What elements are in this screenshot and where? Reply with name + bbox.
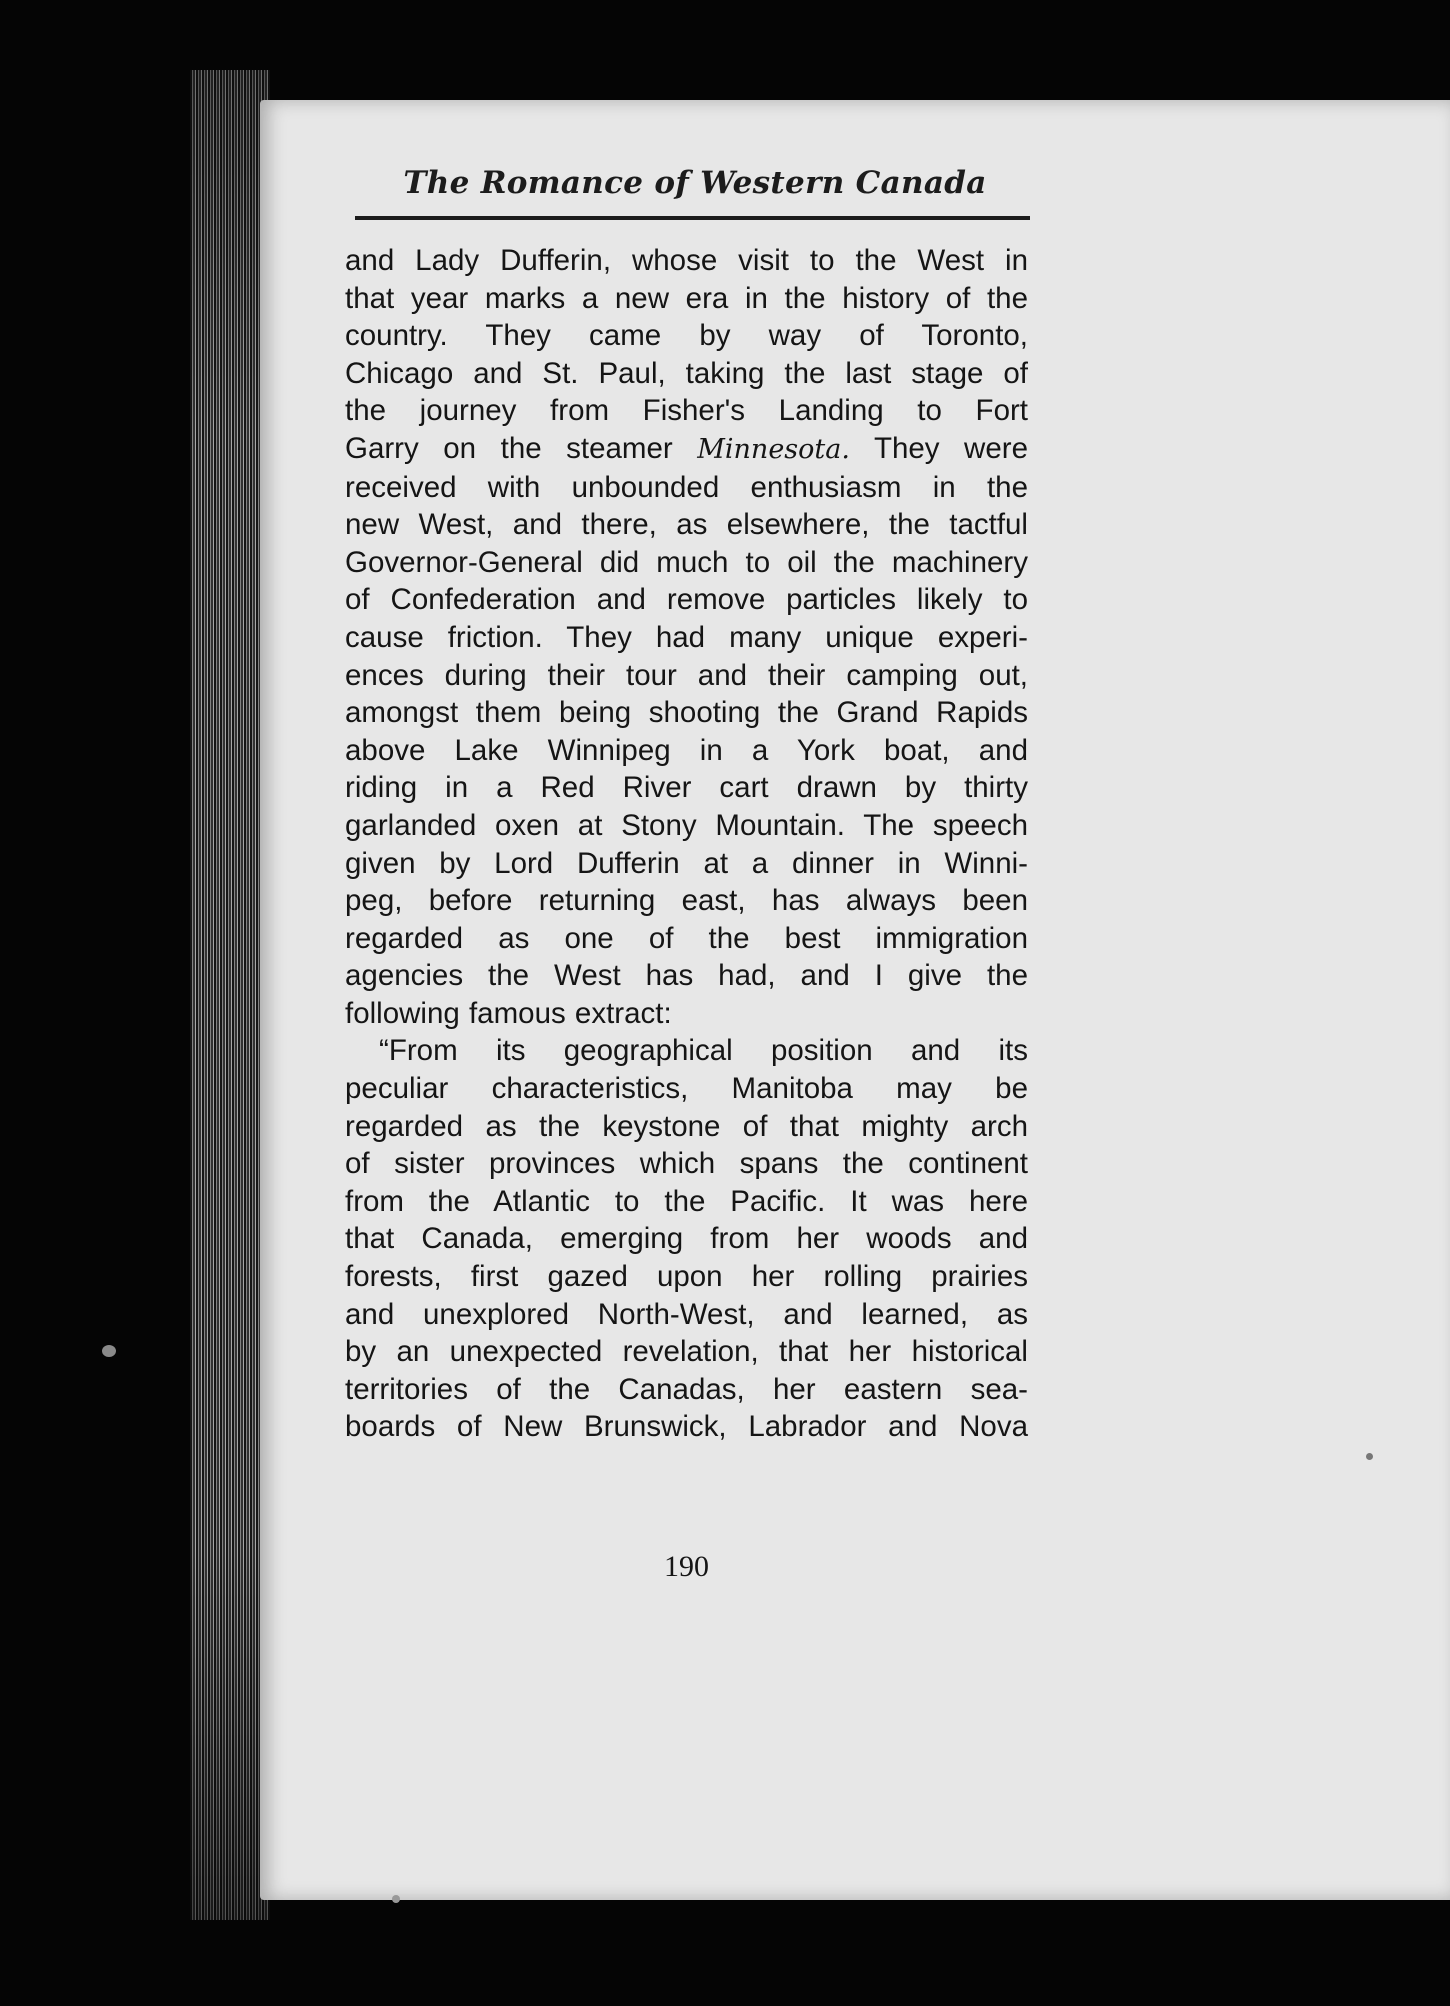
text-line: that year marks a new era in the history of the bbox=[345, 281, 1028, 315]
text-line: peculiar characteristics, Manitoba may be bbox=[345, 1072, 1028, 1106]
scan-speck bbox=[1366, 1453, 1373, 1460]
text-line: “From its geographical position and its bbox=[379, 1034, 1028, 1068]
text-line: Chicago and St. Paul, taking the last stage of bbox=[345, 356, 1028, 390]
text-line: riding in a Red River cart drawn by thirty bbox=[345, 771, 1028, 805]
running-head: The Romance of Western Canada bbox=[403, 165, 987, 201]
text-line: boards of New Brunswick, Labrador and Nova bbox=[345, 1410, 1028, 1444]
text-line: the journey from Fisher's Landing to Fort bbox=[345, 394, 1028, 428]
text-line: from the Atlantic to the Pacific. It was here bbox=[345, 1184, 1028, 1218]
text-line: given by Lord Dufferin at a dinner in Winni- bbox=[345, 846, 1028, 880]
text-line: of sister provinces which spans the continent bbox=[345, 1147, 1028, 1181]
text-line bbox=[345, 430, 1028, 469]
text-line: and Lady Dufferin, whose visit to the West in bbox=[345, 244, 1028, 277]
text-segment: Garry on the steamer bbox=[345, 431, 698, 465]
body-text bbox=[345, 242, 1028, 1446]
text-segment: They were bbox=[849, 431, 1029, 465]
text-line: new West, and there, as elsewhere, the tactful bbox=[345, 508, 1028, 542]
text-line: territories of the Canadas, her eastern sea- bbox=[345, 1372, 1028, 1406]
text-line: country. They came by way of Toronto, bbox=[345, 319, 1028, 353]
text-line: received with unbounded enthusiasm in the bbox=[345, 470, 1028, 504]
text-line: following famous extract: bbox=[345, 996, 672, 1030]
scan-speck bbox=[102, 1345, 116, 1357]
text-line: agencies the West has had, and I give the bbox=[345, 959, 1028, 993]
text-line: of Confederation and remove particles likely to bbox=[345, 583, 1028, 617]
text-line: forests, first gazed upon her rolling prairies bbox=[345, 1260, 1028, 1294]
text-line: that Canada, emerging from her woods and bbox=[345, 1222, 1028, 1256]
ship-name: Minnesota. bbox=[697, 433, 850, 465]
header-rule bbox=[355, 216, 1030, 220]
text-line: amongst them being shooting the Grand Rapids bbox=[345, 696, 1028, 730]
text-line: cause friction. They had many unique experi- bbox=[345, 620, 1028, 654]
scan-speck bbox=[392, 1895, 400, 1903]
text-line: Governor-General did much to oil the machinery bbox=[345, 545, 1028, 579]
text-line: peg, before returning east, has always been bbox=[345, 884, 1028, 918]
text-line: garlanded oxen at Stony Mountain. The speech bbox=[345, 808, 1028, 842]
page-edges bbox=[190, 70, 270, 1920]
text-line: and unexplored North-West, and learned, as bbox=[345, 1297, 1028, 1331]
text-line: ences during their tour and their camping out, bbox=[345, 658, 1028, 692]
page-number: 190 bbox=[664, 1550, 709, 1583]
text-line: regarded as one of the best immigration bbox=[345, 921, 1028, 955]
text-line: regarded as the keystone of that mighty arch bbox=[345, 1109, 1028, 1143]
text-line: by an unexpected revelation, that her historical bbox=[345, 1335, 1028, 1369]
text-line: above Lake Winnipeg in a York boat, and bbox=[345, 733, 1028, 767]
